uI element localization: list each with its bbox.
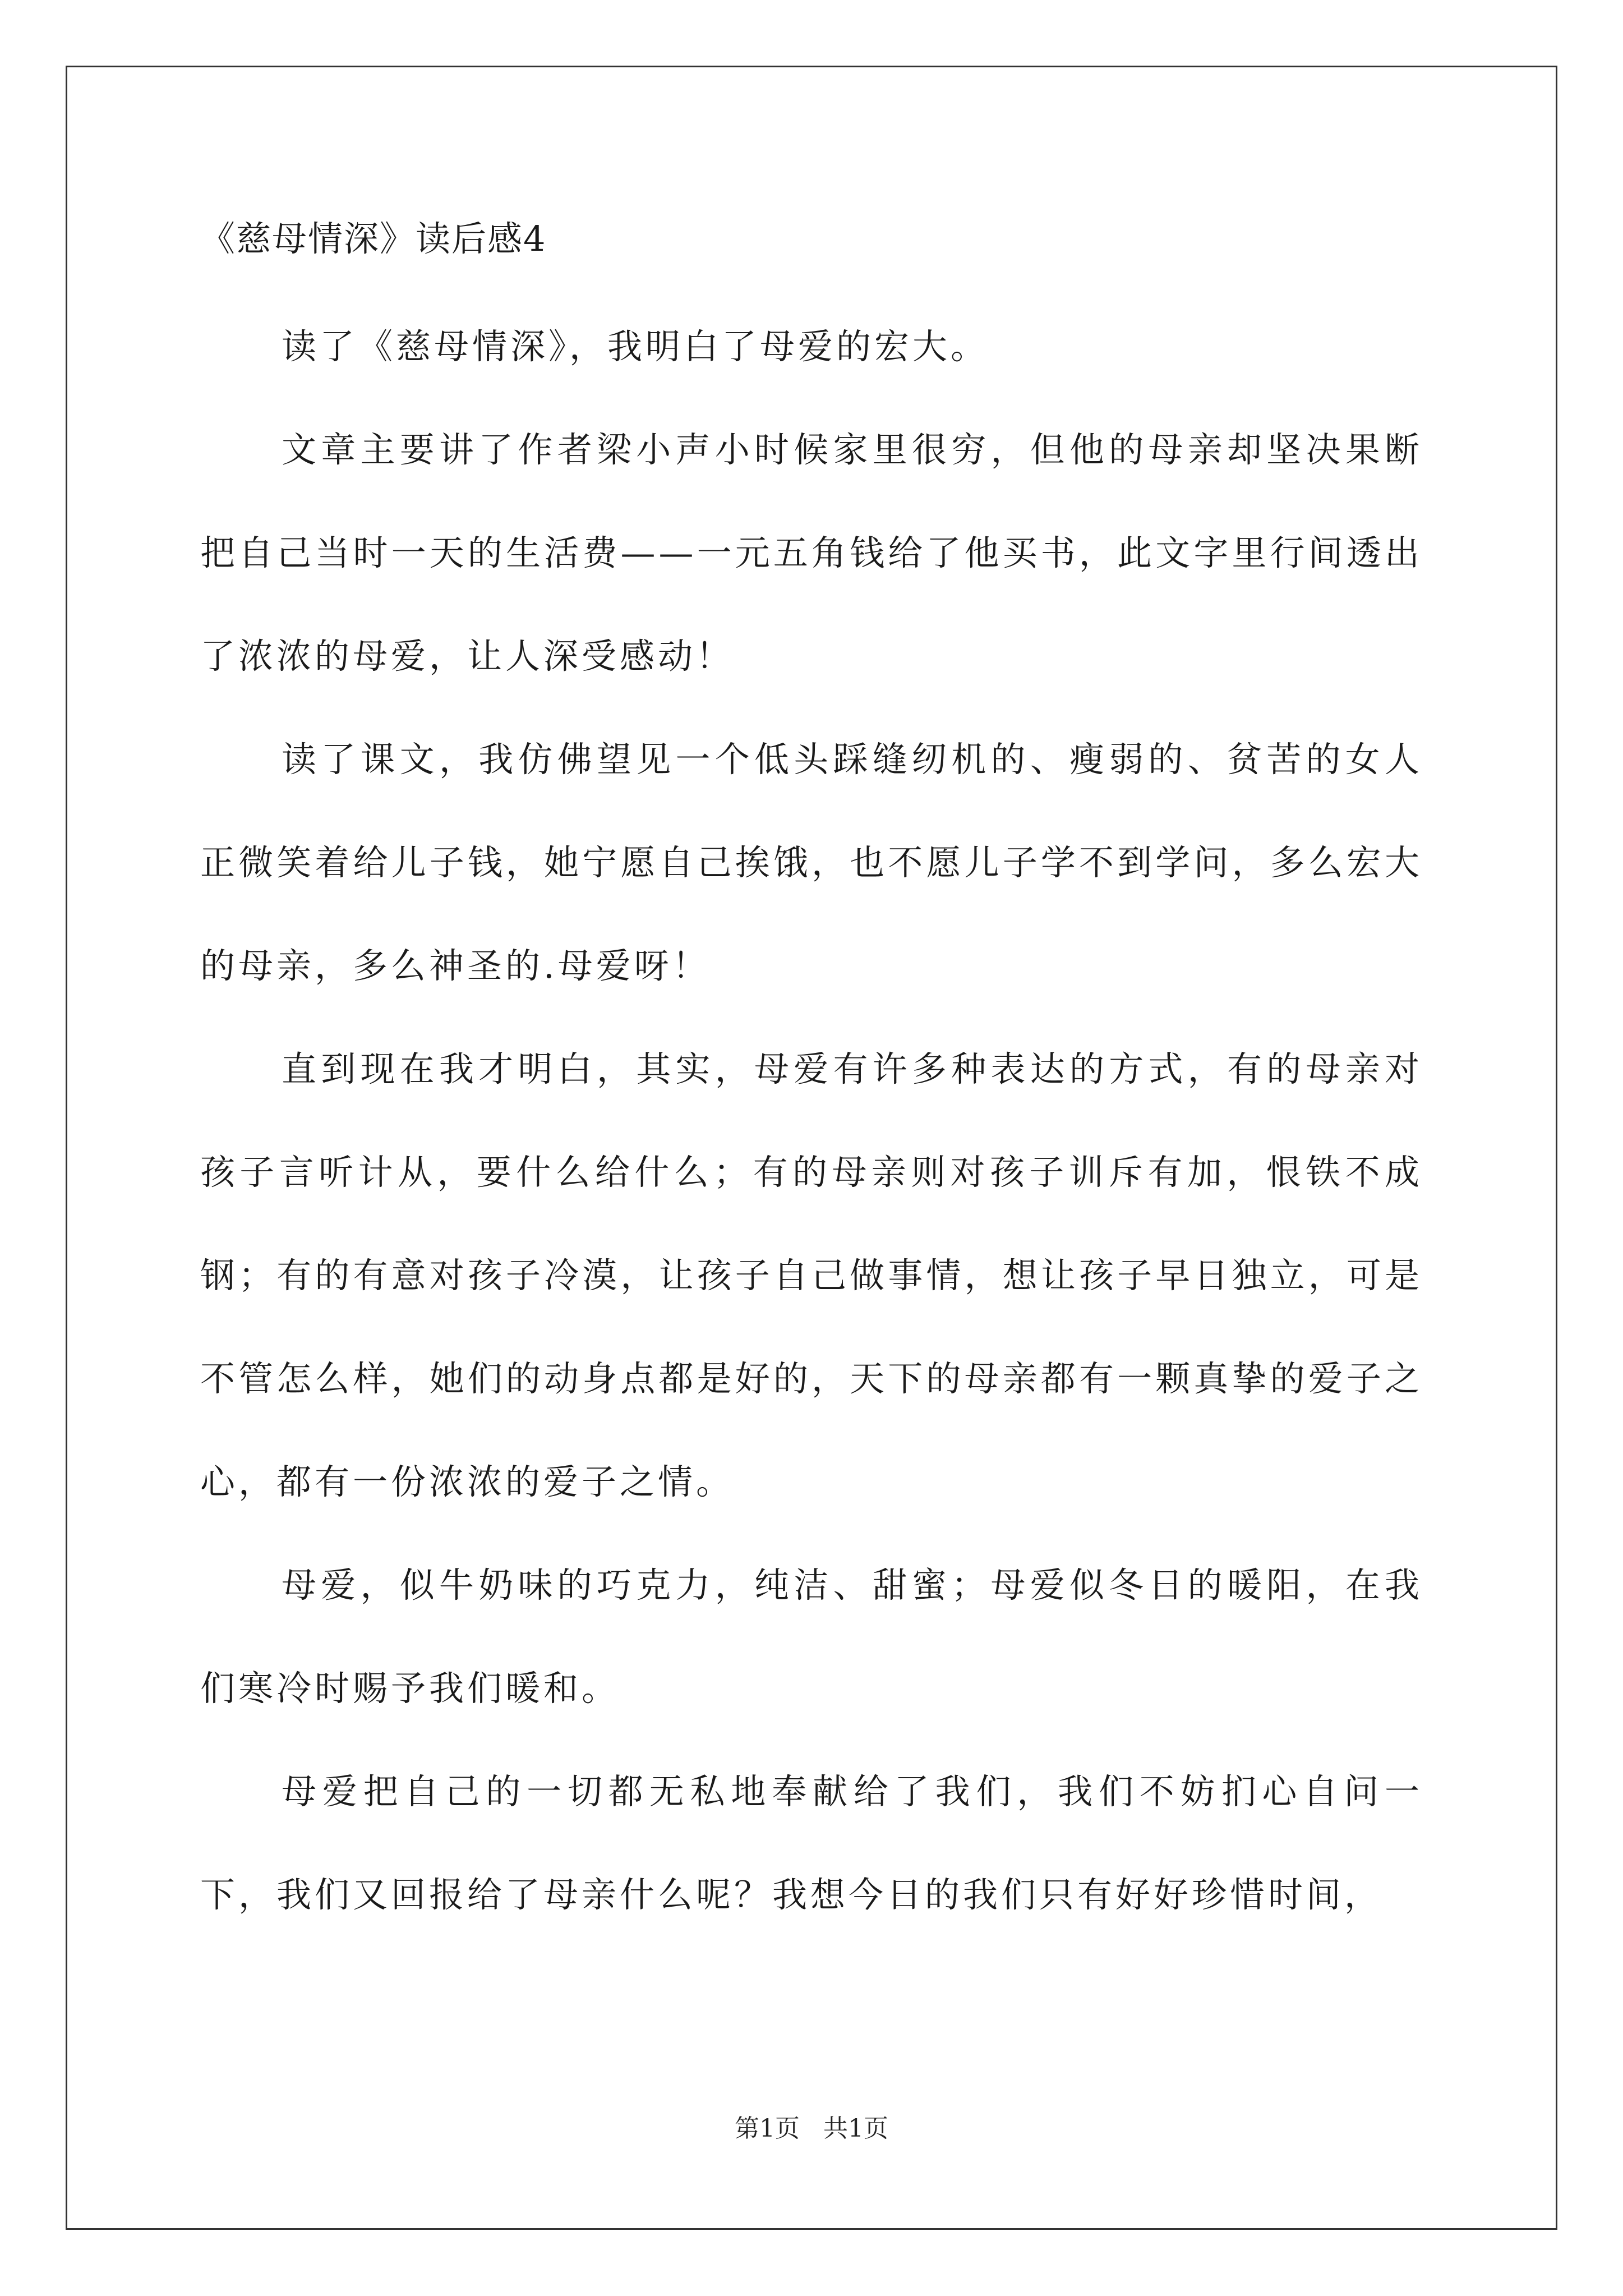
- paragraph-2: 文章主要讲了作者梁小声小时候家里很穷，但他的母亲却坚决果断把自己当时一天的生活费——一元五角钱给了他买书，此文字里行间透出了浓浓的母爱，让人深受感动！: [200, 429, 1423, 677]
- paragraph-4: 直到现在我才明白，其实，母爱有许多种表达的方式，有的母亲对孩子言听计从，要什么给什么；有的母亲则对孩子训斥有加，恨铁不成钢；有的有意对孩子冷漠，让孩子自己做事情，想让孩子早日独立，可是不管怎么样，她们的动身点都是好的，天下的母亲都有一颗真挚的爱子之心，都有一份浓浓的爱子之情。: [200, 1048, 1423, 1502]
- paragraph-3: 读了课文，我仿佛望见一个低头踩缝纫机的、瘦弱的、贫苦的女人正微笑着给儿子钱，她宁愿自己挨饿，也不愿儿子学不到学问，多么宏大的母亲，多么神圣的.母爱呀！: [200, 739, 1423, 986]
- document-title: 《慈母情深》读后感4: [200, 218, 547, 259]
- document-body: [200, 213, 1423, 1947]
- paragraph-group: [200, 398, 1423, 1947]
- paragraph-5: 母爱，似牛奶味的巧克力，纯洁、甜蜜；母爱似冬日的暖阳，在我们寒冷时赐予我们暖和。: [200, 1565, 1423, 1709]
- page-number-footer: 第1页 共1页: [735, 2114, 888, 2143]
- paragraph-1: 读了《慈母情深》，我明白了母爱的宏大。: [282, 326, 989, 367]
- paragraph-6: 母爱把自己的一切都无私地奉献给了我们，我们不妨扪心自问一下，我们又回报给了母亲什么呢？我想今日的我们只有好好珍惜时间，: [200, 1771, 1423, 1915]
